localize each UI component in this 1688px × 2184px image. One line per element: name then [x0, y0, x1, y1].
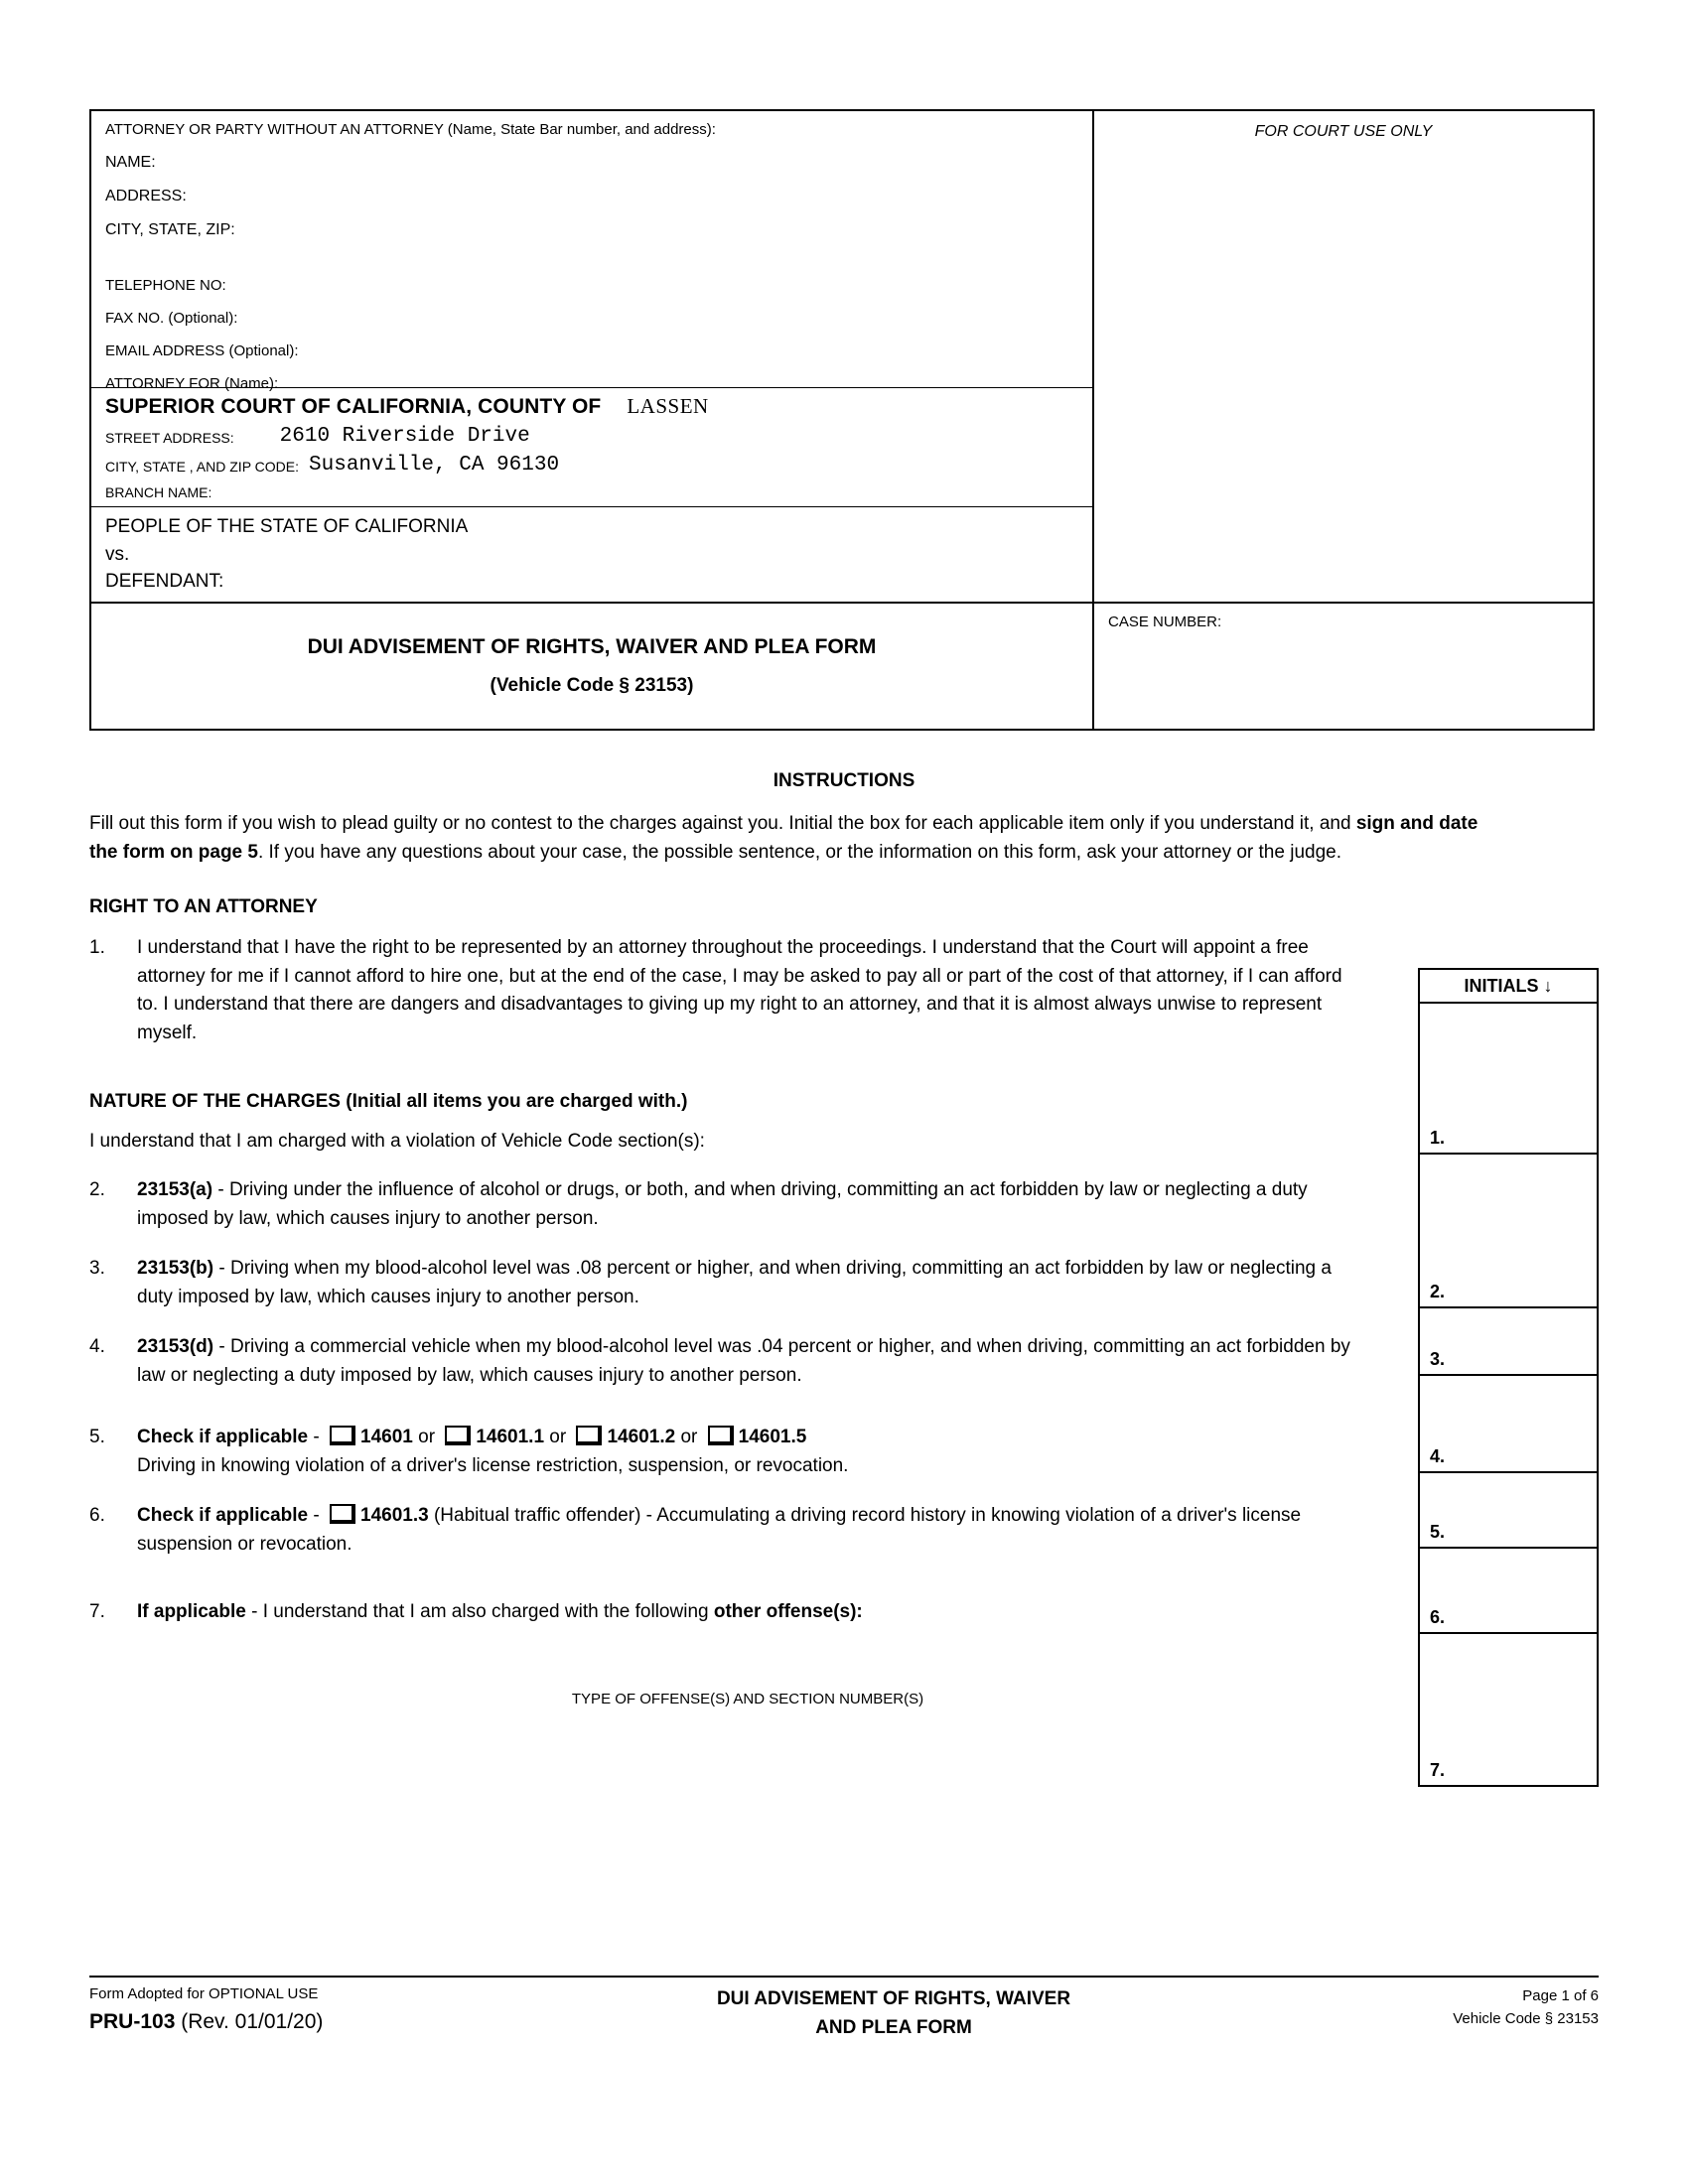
case-number-label: CASE NUMBER: [1108, 614, 1222, 630]
item-5-code-c: 14601.2 [607, 1427, 676, 1447]
initials-cell-7-label: 7. [1430, 1760, 1446, 1780]
item-7-number: 7. [89, 1601, 105, 1622]
item-3-number: 3. [89, 1258, 105, 1279]
item-6-lead: Check if applicable [137, 1505, 309, 1526]
item-2-number: 2. [89, 1179, 105, 1200]
checkbox-14601-1[interactable] [445, 1426, 471, 1445]
item-6-dash: - [308, 1505, 326, 1526]
initials-cell-6[interactable] [1420, 1549, 1597, 1634]
city-zip-row [105, 454, 1078, 477]
initials-cell-2[interactable] [1420, 1155, 1597, 1308]
attorney-block [91, 111, 1092, 392]
plaintiff-text: PEOPLE OF THE STATE OF CALIFORNIA [105, 516, 469, 537]
item-4-number: 4. [89, 1336, 105, 1357]
footer-left [89, 1985, 516, 2034]
footer-right [1271, 1985, 1599, 2030]
item-2 [89, 1176, 1599, 1233]
case-number-box[interactable] [1094, 604, 1593, 729]
form-title: DUI ADVISEMENT OF RIGHTS, WAIVER AND PLEA FORM [307, 635, 877, 658]
caption-top [91, 111, 1593, 604]
instructions-bold: sign and date the form on page 5 [89, 813, 1478, 863]
item-4-code: 23153(d) [137, 1336, 214, 1357]
fax-field-label[interactable]: FAX NO. (Optional): [105, 310, 238, 327]
address-field-label[interactable]: ADDRESS: [105, 188, 187, 205]
section-right-to-attorney: RIGHT TO AN ATTORNEY [89, 896, 318, 917]
telephone-field-label[interactable]: TELEPHONE NO: [105, 277, 226, 294]
item-1-text: I understand that I have the right to be represented by an attorney throughout the proceedings. I understand that the Court will appoint a free attorney for me if I cannot afford to hire one, but at the end of the case, I may be asked to pay all or part of the cost of that attorney, if I can afford to. I understand that there are dangers and disadvantages to giving up my right to an attorney, and that it is almost always unwise to represent myself. [137, 937, 1342, 1043]
initials-cell-4[interactable] [1420, 1376, 1597, 1473]
street-address-row [105, 425, 1078, 448]
initials-header [1420, 970, 1597, 1004]
item-5-line2: Driving in knowing violation of a driver's license restriction, suspension, or revocation. [137, 1454, 849, 1476]
email-field-label[interactable]: EMAIL ADDRESS (Optional): [105, 342, 299, 359]
court-title-text: SUPERIOR COURT OF CALIFORNIA, COUNTY OF [105, 395, 602, 418]
item-5-code-b: 14601.1 [476, 1427, 545, 1447]
footer-center [516, 1985, 1271, 2042]
initials-cell-3[interactable] [1420, 1308, 1597, 1376]
checkbox-14601-5[interactable] [708, 1426, 734, 1445]
checkbox-14601-2[interactable] [576, 1426, 602, 1445]
parties-block [91, 506, 1092, 602]
item-3-text [137, 1255, 1358, 1311]
item-5-or-3: or [680, 1427, 698, 1447]
street-address-value: 2610 Riverside Drive [279, 425, 530, 448]
item-5-dash: - [308, 1427, 326, 1447]
city-zip-label: CITY, STATE , AND ZIP CODE: [105, 459, 300, 475]
caption-box [89, 109, 1595, 731]
item-1 [89, 934, 1599, 1047]
city-zip-value: Susanville, CA 96130 [309, 454, 560, 477]
branch-name-label: BRANCH NAME: [105, 484, 212, 500]
footer-revision: (Rev. 01/01/20) [181, 2010, 324, 2033]
item-3-body: - Driving when my blood-alcohol level was .08 percent or higher, and when driving, committing an act forbidden by law or neglecting a duty imposed by law, which causes injury to another person. [137, 1258, 1332, 1307]
initials-cell-4-label: 4. [1430, 1446, 1446, 1466]
initials-cell-3-label: 3. [1430, 1349, 1446, 1369]
instructions-body [89, 810, 1499, 867]
footer-page-number: Page 1 of 6 [1522, 1987, 1599, 2004]
footer-form-number: PRU-103 [89, 2010, 176, 2033]
attorney-for-field-label[interactable]: ATTORNEY FOR (Name): [105, 375, 279, 392]
form-subtitle: (Vehicle Code § 23153) [490, 675, 694, 696]
court-block [91, 387, 1092, 506]
down-arrow-icon: ↓ [1543, 976, 1553, 996]
item-6-text [137, 1502, 1358, 1559]
court-use-box [1094, 111, 1593, 602]
form-sheet [89, 109, 1599, 1780]
item-5-code-d: 14601.5 [738, 1427, 807, 1447]
item-7 [89, 1598, 1599, 1710]
item-6-number: 6. [89, 1505, 105, 1526]
footer-form-number-line [89, 2010, 516, 2034]
attorney-header: ATTORNEY OR PARTY WITHOUT AN ATTORNEY (Name, State Bar number, and address): [105, 121, 716, 138]
footer-code-reference: Vehicle Code § 23153 [1453, 2009, 1599, 2027]
item-7-lead: If applicable [137, 1601, 246, 1622]
caption-bottom [91, 604, 1593, 729]
item-6-rest: (Habitual traffic offender) - Accumulating a driving record history in knowing violation of a driver's license suspension or revocation. [137, 1505, 1302, 1555]
item-5-number: 5. [89, 1427, 105, 1447]
initials-cell-1[interactable] [1420, 1004, 1597, 1155]
item-6-code: 14601.3 [360, 1505, 429, 1526]
street-address-label: STREET ADDRESS: [105, 430, 234, 446]
item-7-text [137, 1598, 1358, 1710]
initials-cell-5-label: 5. [1430, 1522, 1446, 1542]
item-7-bold: other offense(s): [713, 1601, 863, 1622]
item-5-text [137, 1424, 1358, 1480]
item-5-or-1: or [418, 1427, 436, 1447]
court-use-only-label: FOR COURT USE ONLY [1254, 123, 1433, 140]
section-nature-of-charges: NATURE OF THE CHARGES (Initial all items you are charged with.) [89, 1091, 688, 1112]
item-2-text [137, 1176, 1358, 1233]
instructions-part1: Fill out this form if you wish to plead guilty or no contest to the charges against you. Initial the box for each applicable item only if you understand it, and [89, 813, 1356, 834]
item-7-line1 [137, 1598, 1358, 1627]
initials-cell-1-label: 1. [1430, 1128, 1446, 1148]
offense-type-caption: TYPE OF OFFENSE(S) AND SECTION NUMBER(S) [571, 1690, 924, 1707]
instructions-heading: INSTRUCTIONS [773, 770, 915, 791]
item-4-text [137, 1333, 1358, 1390]
city-state-zip-field-label[interactable]: CITY, STATE, ZIP: [105, 221, 235, 238]
item-1-number: 1. [89, 937, 105, 958]
initials-column [1418, 968, 1599, 1787]
court-county-value: LASSEN [627, 394, 709, 418]
item-5-line1 [137, 1424, 1358, 1452]
item-3 [89, 1255, 1599, 1311]
item-4 [89, 1333, 1599, 1390]
item-6-line1 [137, 1502, 1358, 1559]
form-title-block [91, 604, 1094, 729]
initials-cell-6-label: 6. [1430, 1607, 1446, 1627]
versus-text: vs. [105, 543, 130, 565]
initials-cell-2-label: 2. [1430, 1282, 1446, 1301]
item-4-body: - Driving a commercial vehicle when my blood-alcohol level was .04 percent or higher, and when driving, committing an act forbidden by law or neglecting a duty imposed by law, which causes injury to another person. [137, 1336, 1350, 1386]
item-5-or-2: or [549, 1427, 567, 1447]
item-5 [89, 1424, 1599, 1480]
footer-title-line1: DUI ADVISEMENT OF RIGHTS, WAIVER [716, 1988, 1071, 2009]
item-5-code-a: 14601 [360, 1427, 413, 1447]
checkbox-14601[interactable] [330, 1426, 355, 1445]
initials-cell-7[interactable] [1420, 1634, 1597, 1785]
footer-adopted-text: Form Adopted for OPTIONAL USE [89, 1985, 319, 2002]
initials-header-label: INITIALS [1464, 976, 1539, 996]
caption-left [91, 111, 1094, 602]
item-6 [89, 1502, 1599, 1559]
initials-cell-5[interactable] [1420, 1473, 1597, 1549]
item-5-lead: Check if applicable [137, 1427, 309, 1447]
defendant-label[interactable]: DEFENDANT: [105, 571, 224, 593]
checkbox-14601-3[interactable] [330, 1504, 355, 1524]
item-2-body: - Driving under the influence of alcohol or drugs, or both, and when driving, committing an act forbidden by law or neglecting a duty imposed by law, which causes injury to another person. [137, 1179, 1308, 1229]
court-title [105, 394, 1078, 419]
item-3-code: 23153(b) [137, 1258, 214, 1279]
name-field-label[interactable]: NAME: [105, 154, 156, 171]
footer-title-line2: AND PLEA FORM [815, 2016, 972, 2038]
item-7-mid: - I understand that I am also charged with the following [245, 1601, 714, 1622]
charge-intro: I understand that I am charged with a violation of Vehicle Code section(s): [89, 1131, 705, 1152]
instructions-part2: . If you have any questions about your case, the possible sentence, or the information on this form, ask your attorney or the judge. [257, 841, 1341, 863]
page-footer [89, 1976, 1599, 2042]
item-2-code: 23153(a) [137, 1179, 213, 1200]
